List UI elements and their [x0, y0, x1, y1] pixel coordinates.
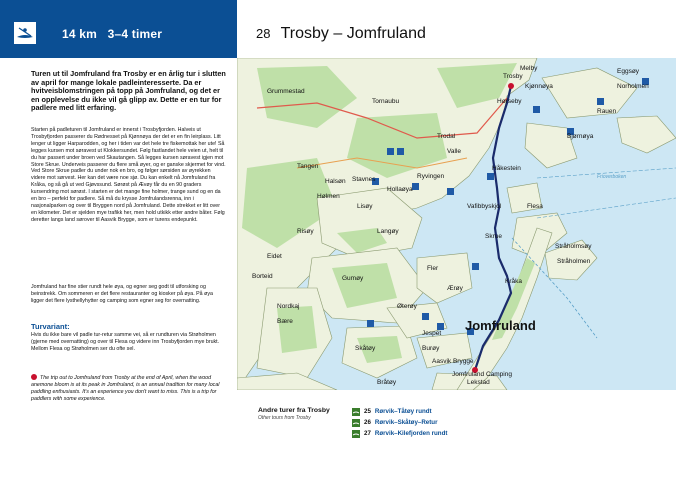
- label-hakestein: Håkestein: [492, 165, 521, 172]
- route-map: [237, 58, 676, 390]
- label-holmen: Hølmen: [317, 193, 340, 200]
- other-tours-title: Andre turer fra Trosby: [258, 407, 330, 414]
- label-oteroy: Øterøy: [397, 303, 417, 310]
- label-aeroy: Ærøy: [447, 285, 463, 292]
- tour-number: 25: [364, 408, 371, 415]
- other-tours: [258, 407, 330, 421]
- label-bratoy: Bråtøy: [377, 379, 397, 386]
- label-valle: Valle: [447, 148, 461, 155]
- label-aasvik: Aasvik Brygge: [432, 358, 474, 365]
- route-name: Trosby – Jomfruland: [280, 25, 426, 42]
- trip-stats: [62, 27, 162, 41]
- label-ryvingen: Ryvingen: [417, 173, 445, 180]
- label-vafibbyskjol: Vafibbyskjol: [467, 203, 502, 210]
- label-skatoy: Skåtøy: [355, 345, 376, 352]
- label-melby: Melby: [520, 65, 538, 72]
- label-trosby: Trosby: [503, 73, 523, 80]
- tour-item-27[interactable]: [352, 428, 447, 439]
- label-nordkaj: Nordkaj: [277, 303, 300, 310]
- label-kjonnoya: Kjønnøya: [525, 83, 553, 90]
- label-eidet: Eidet: [267, 253, 282, 260]
- label-grummestad: Grummestad: [267, 88, 305, 95]
- label-langoy: Langøy: [377, 228, 399, 235]
- label-horseby: Hørseby: [497, 98, 522, 105]
- label-trodal: Trodal: [437, 133, 456, 140]
- trip-distance: 14 km: [62, 27, 98, 41]
- label-hollaoya: Hollaøya: [387, 186, 413, 193]
- tour-list: [352, 406, 447, 439]
- route-number: 28: [256, 26, 271, 41]
- label-jomfruland: Jomfruland: [465, 318, 536, 333]
- kayak-icon: [14, 22, 36, 44]
- tips-heading: Turvariant:: [31, 322, 70, 331]
- trip-duration: 3–4 timer: [107, 27, 163, 41]
- label-stroholmsoy: Stråholmsøy: [555, 243, 592, 250]
- tour-number: 26: [364, 419, 371, 426]
- intro-text: Turen ut til Jomfruland fra Trosby er en årlig tur i slutten av april for mange lokale padleinteresserte. Da er hvitveisblomstringen på topp på Jomfruland, og det er en opplevelse du ikke vil gå glipp av. Dette er en tur for padlere med litt erfaring.: [31, 69, 226, 113]
- label-lekstad: Lekstad: [467, 379, 490, 386]
- english-summary: [31, 374, 226, 403]
- tour-label: Rørvik–Skåtøy–Retur: [374, 419, 438, 426]
- label-buroy: Burøy: [422, 345, 440, 352]
- forest-area: [277, 306, 317, 353]
- label-fler: Fler: [427, 265, 439, 272]
- label-norholmen: Norholmen: [617, 83, 649, 90]
- label-halson: Halsøn: [325, 178, 346, 185]
- label-jespet: Jespet: [422, 330, 442, 337]
- other-tours-subtitle: Other tours from Trosby: [258, 415, 311, 421]
- tour-item-26[interactable]: [352, 417, 447, 428]
- label-stavnes: Stavnes: [352, 176, 376, 183]
- label-tornaubu: Tornaubu: [372, 98, 400, 105]
- kayak-icon: [352, 408, 360, 416]
- label-tangen: Tangen: [297, 163, 319, 170]
- tour-item-25[interactable]: [352, 406, 447, 417]
- body-paragraph-2: Jomfruland har fine stier rundt hele øya, og egner seg godt til utforsking og beinstrekk. Om sommeren er det flere restauranter og kiosker på øya. På øya ligger det flere lysthellyhytter og camping som egner seg for overnatting.: [31, 284, 213, 304]
- label-camping: Jomfruland Camping: [452, 371, 512, 378]
- route-title: [256, 25, 426, 43]
- start-marker: [508, 83, 514, 89]
- label-borteid: Borteid: [252, 273, 273, 280]
- label-flesa: Flesa: [527, 203, 543, 210]
- label-gumoy: Gumøy: [342, 275, 364, 282]
- kayak-icon: [352, 430, 360, 438]
- tour-label: Rørvik–Tåtøy rundt: [374, 408, 432, 415]
- label-bjornoya: Bjørnøya: [567, 133, 594, 140]
- label-lisoy: Lisøy: [357, 203, 373, 210]
- label-stroholmen: Stråholmen: [557, 258, 591, 265]
- label-skrue: Skrue: [485, 233, 502, 240]
- label-kraka: Kråka: [505, 278, 522, 285]
- label-baere: Bære: [277, 318, 293, 325]
- tips-text: Hvis du ikke bare vil padle tur-retur samme vei, så er rundturen via Strøholmen (gjerne med overnatting) og over til Flesa og videre inn Trosbyfjorden mye brukt. Mellom Flesa og Strøholmen ser du ofte sel.: [31, 332, 220, 352]
- label-eggsoy: Eggsøy: [617, 68, 640, 75]
- tour-label: Rørvik–Kilefjorden rundt: [374, 430, 448, 437]
- english-text: The trip out to Jomfruland from Trosby at the end of April, when the wood anemone bloom is at its peak in Jomfruland, is an annual tradition for many local paddling enthusiasts. It's an experience you don't want to miss. This is a trip for paddlers with some experience.: [31, 375, 220, 402]
- label-marker: Frioverboken: [597, 174, 627, 180]
- body-paragraph-1: Starten på padleturen til Jomfruland er innerst i Trosbyfjorden. Halveis ut Trosbyfjorden passerer du Rødnesset på Kjønnøya der det er en fin leirplass. Litt lenger ut ligger Harparodden, og her i tiden var det hele tre fiskemottak her ute! Så legges kursen mot søravest ut Klokkersundet. Følg fastlandet hele veien ut, helt til du har passert under broen ved Skautangen. Så legges kursen søravest igjen mot Store Skrue. Underveis passerer du flere små øyer, og er ganske skjermet for vind. Ved Store Skrue padler du under nok en bro, og følger sørsiden av øyrekken videre mot sørvest. Her kan det være noe sjø. Du kan enkelt nå Jomfruland fra Kråka, og så gå ut ved Gjøvssund. Sørøst på Ævøy får du en 90 graders kursendring mot sørøst. I starten er det mange fine holmer, trange sund og en da en bro – perfekt for padlere. Så må du krysse Jomfrulandsrenna, inn i nasjonalparken og over til Bryggen nord på Jomfruland. Dette strekket er litt over en kilometer. Det er sjelden mye trafikk her, men hold utkikk etter andre båter. Følg deretter langs land sørover til Aasvik Brygge, som er turens endepunkt.: [31, 127, 226, 223]
- trip-header: [0, 0, 237, 58]
- kayak-icon: [352, 419, 360, 427]
- label-risoy: Risøy: [297, 228, 314, 235]
- tour-number: 27: [364, 430, 371, 437]
- english-flag-icon: [31, 374, 37, 380]
- label-rauen: Rauen: [597, 108, 617, 115]
